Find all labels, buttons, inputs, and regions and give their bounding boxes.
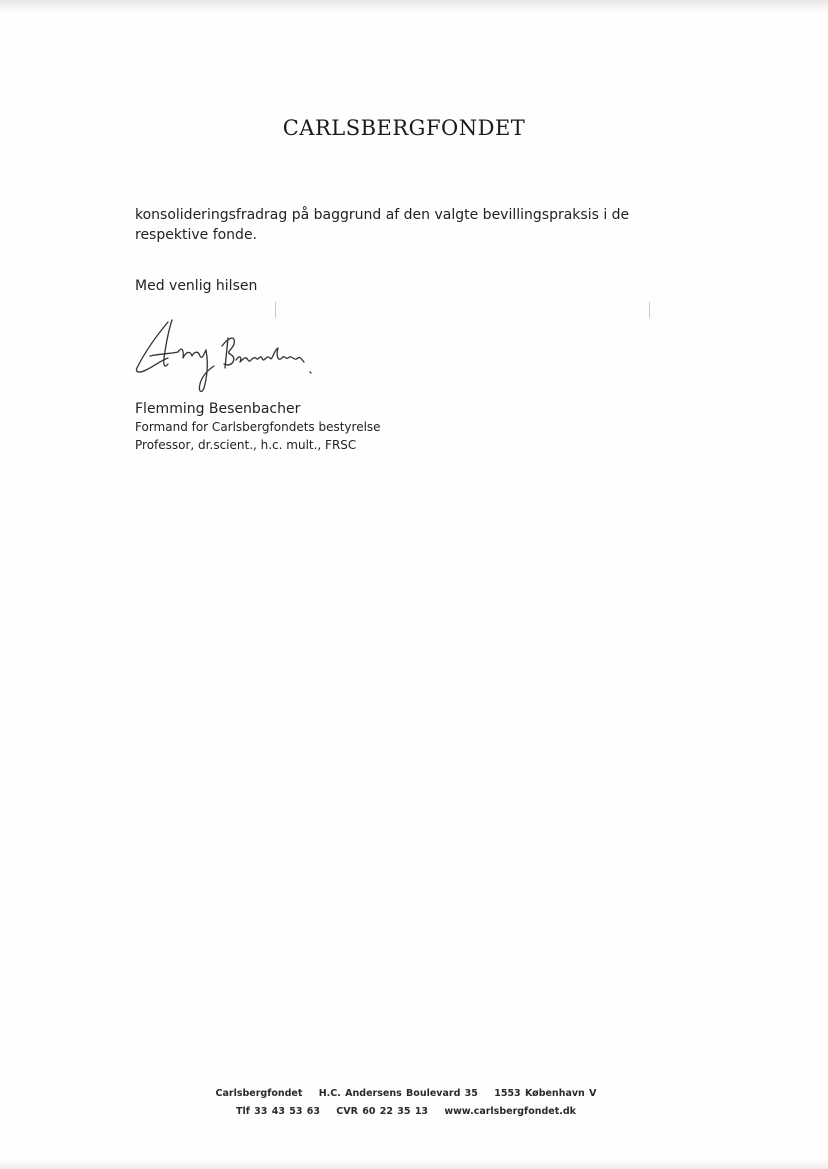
letterhead-logo: CARLSBERGFONDET	[282, 116, 526, 140]
signature-block	[135, 400, 381, 454]
scan-edge-bottom	[0, 1159, 828, 1169]
letter-closing: Med venlig hilsen	[135, 278, 258, 294]
handwritten-signature	[128, 314, 328, 400]
footer-street: H.C. Andersens Boulevard 35	[318, 1088, 478, 1099]
footer-org-name: Carlsbergfondet	[215, 1088, 303, 1099]
fold-mark-right	[649, 302, 650, 318]
footer-website: www.carlsbergfondet.dk	[444, 1106, 576, 1117]
footer-phone: Tlf 33 43 53 63	[236, 1106, 320, 1117]
footer-cvr: CVR 60 22 35 13	[336, 1106, 429, 1117]
footer-contact-line	[0, 1103, 812, 1121]
letter-body-text: konsolideringsfradrag på baggrund af den valgte bevillingspraksis i de respektive fonde.	[135, 207, 630, 243]
footer-address-line	[0, 1085, 812, 1103]
signer-credentials: Professor, dr.scient., h.c. mult., FRSC	[135, 438, 357, 452]
letter-footer	[0, 1085, 812, 1121]
signer-title: Formand for Carlsbergfondets bestyrelse	[135, 420, 381, 434]
footer-city: 1553 København V	[494, 1088, 597, 1099]
scan-edge-top	[0, 0, 828, 14]
signer-name: Flemming Besenbacher	[135, 401, 301, 417]
